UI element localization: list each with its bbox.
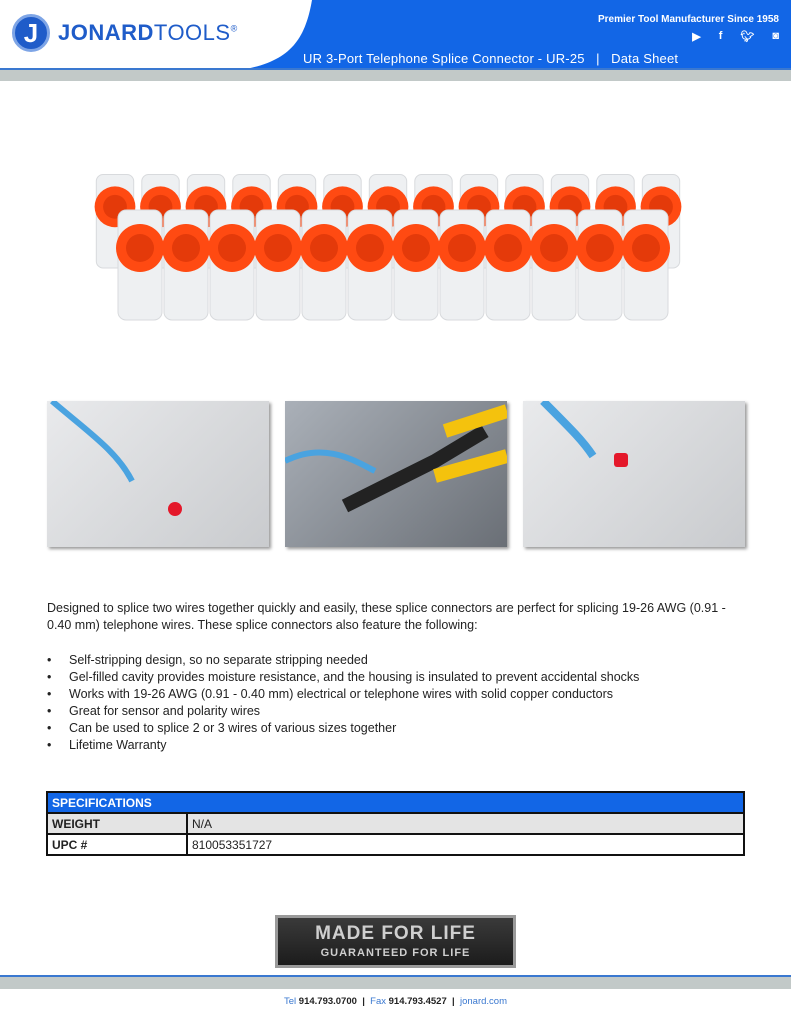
fax-number: 914.793.4527 bbox=[388, 996, 447, 1007]
document-title: UR 3-Port Telephone Splice Connector - UR-25 | Data Sheet bbox=[303, 51, 679, 66]
specifications-table bbox=[46, 791, 745, 856]
twitter-icon[interactable]: 🐦︎ bbox=[740, 31, 755, 43]
instagram-icon[interactable]: ◙ bbox=[772, 30, 779, 42]
tel-label: Tel bbox=[284, 996, 297, 1007]
photo-crimping-pliers bbox=[285, 401, 507, 547]
connector bbox=[576, 210, 624, 320]
feature-item: • Self-stripping design, so no separate stripping needed bbox=[47, 652, 639, 669]
brand-light: TOOLS bbox=[153, 20, 231, 45]
logo-j-icon: J bbox=[12, 14, 50, 52]
connector bbox=[346, 210, 394, 320]
connector bbox=[622, 210, 670, 320]
feature-list bbox=[47, 652, 639, 754]
connector bbox=[530, 210, 578, 320]
tel-number[interactable]: 914.793.0700 bbox=[298, 996, 357, 1007]
brand-logo[interactable] bbox=[12, 14, 238, 52]
connector bbox=[392, 210, 440, 320]
connector bbox=[300, 210, 348, 320]
photo-spliced-connector bbox=[523, 401, 745, 547]
fax-label: Fax bbox=[370, 996, 386, 1007]
made-for-life-badge bbox=[275, 915, 516, 968]
spec-value: 810053351727 bbox=[187, 834, 744, 855]
separator: | bbox=[362, 996, 365, 1007]
footer-contact bbox=[0, 996, 791, 1007]
tagline: Premier Tool Manufacturer Since 1958 bbox=[598, 14, 779, 25]
badge-line1: MADE FOR LIFE bbox=[315, 923, 476, 944]
brand-bold: JONARD bbox=[58, 20, 154, 45]
website-link[interactable]: jonard.com bbox=[460, 996, 507, 1007]
youtube-icon[interactable]: ▶ bbox=[692, 31, 701, 43]
photo-cable-with-connector bbox=[47, 401, 269, 547]
header-gray-band bbox=[0, 70, 791, 81]
footer-gray-band bbox=[0, 977, 791, 989]
connector bbox=[208, 210, 256, 320]
feature-item: • Great for sensor and polarity wires bbox=[47, 703, 639, 720]
facebook-icon[interactable]: f bbox=[718, 30, 723, 42]
brand-mark: ® bbox=[230, 23, 238, 34]
separator: | bbox=[452, 996, 455, 1007]
feature-item: • Gel-filled cavity provides moisture resistance, and the housing is insulated to prevent accidental shocks bbox=[47, 669, 639, 686]
spec-value: N/A bbox=[187, 813, 744, 834]
spec-key: WEIGHT bbox=[47, 813, 187, 834]
spec-row bbox=[47, 813, 744, 834]
spec-key: UPC # bbox=[47, 834, 187, 855]
social-links bbox=[692, 30, 779, 43]
connector bbox=[438, 210, 486, 320]
product-description: Designed to splice two wires together quickly and easily, these splice connectors are perfect for splicing 19-26 AWG (0.91 - 0.40 mm) telephone wires. These splice connectors also feature the following: bbox=[47, 601, 726, 632]
product-image bbox=[85, 160, 710, 340]
feature-item: • Lifetime Warranty bbox=[47, 737, 639, 754]
feature-item: • Works with 19-26 AWG (0.91 - 0.40 mm) electrical or telephone wires with solid copper conductors bbox=[47, 686, 639, 703]
connector bbox=[484, 210, 532, 320]
badge-line2: GUARANTEED FOR LIFE bbox=[320, 947, 471, 959]
feature-item: • Can be used to splice 2 or 3 wires of various sizes together bbox=[47, 720, 639, 737]
connector bbox=[162, 210, 210, 320]
spec-row bbox=[47, 834, 744, 855]
spec-header: SPECIFICATIONS bbox=[47, 792, 744, 813]
connector bbox=[116, 210, 164, 320]
connector bbox=[254, 210, 302, 320]
